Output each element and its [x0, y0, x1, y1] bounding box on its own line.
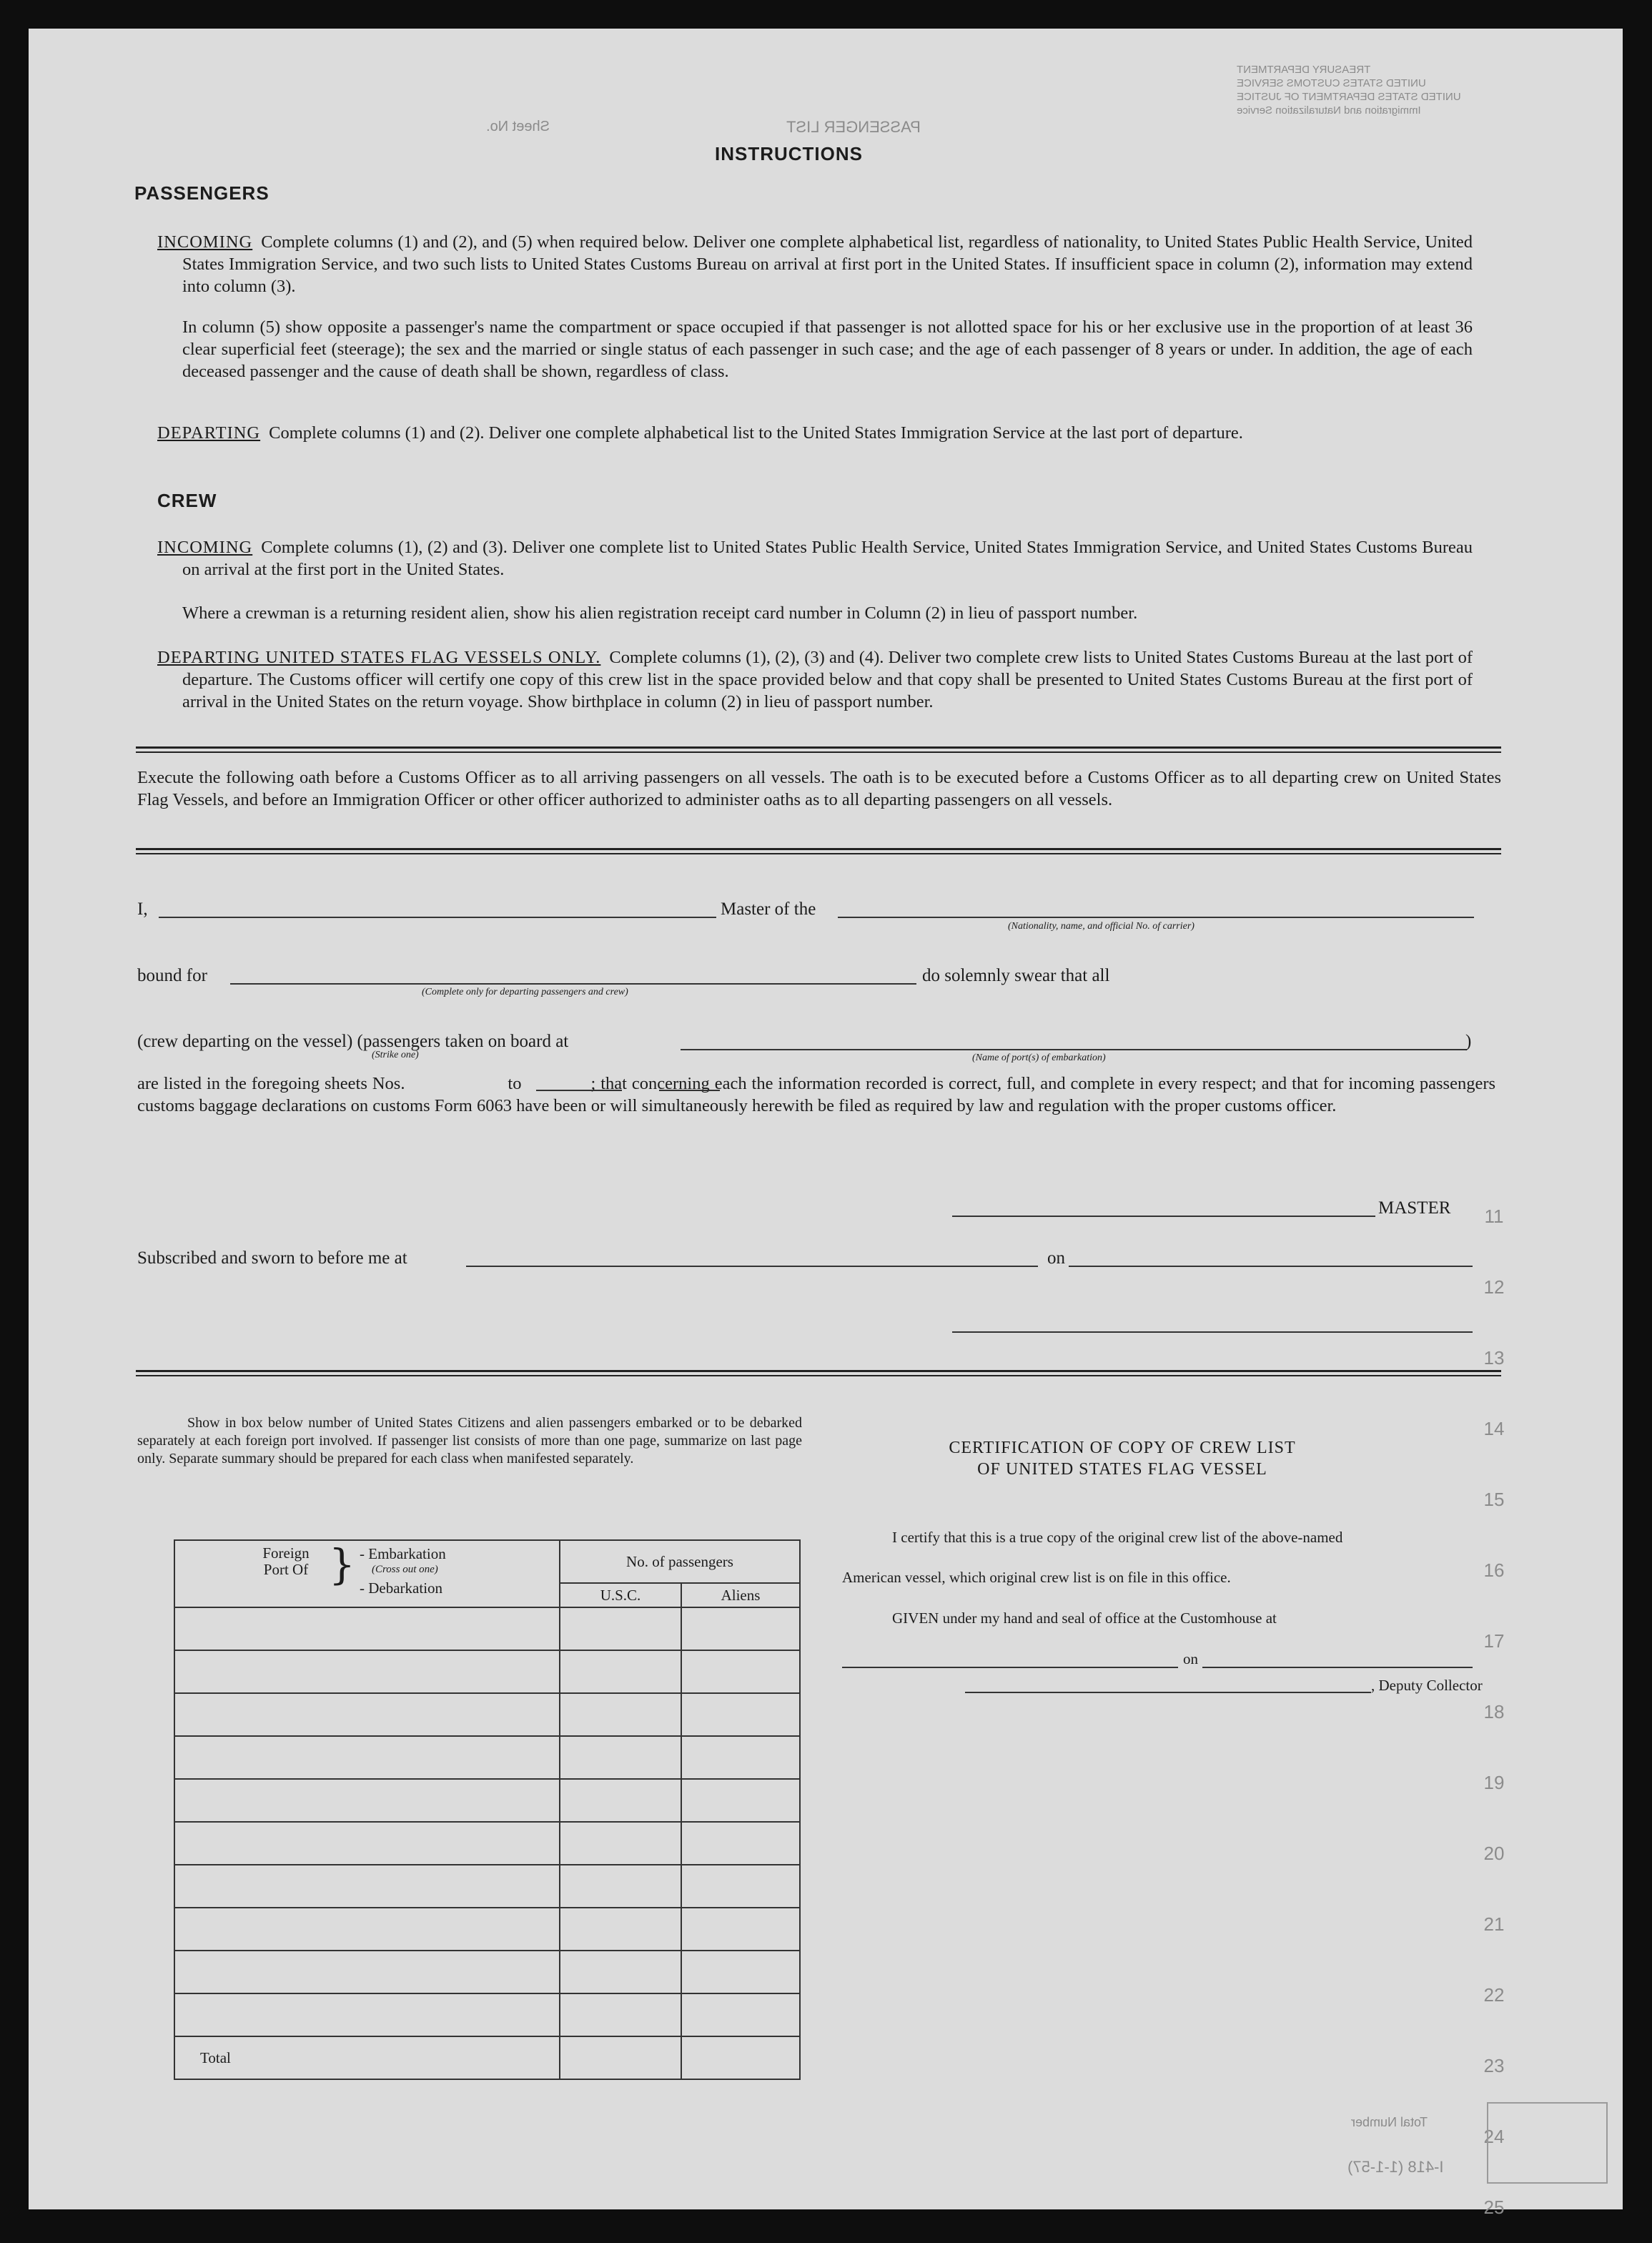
no-of-passengers-header: No. of passengers: [560, 1540, 800, 1583]
given-line: GIVEN under my hand and seal of office at the Customhouse at: [892, 1609, 1277, 1627]
bound-for-label: bound for: [137, 966, 207, 985]
oath-i-label: I,: [137, 899, 148, 919]
passengers-departing-block: [157, 422, 1473, 444]
foreign-port-of: Foreign Port Of: [262, 1544, 310, 1578]
master-of-label: Master of the: [721, 899, 816, 919]
passengers-incoming-block: [157, 231, 1473, 297]
crew-departing-lead: DEPARTING UNITED STATES FLAG VESSELS ONLY.: [157, 648, 601, 667]
total-label: Total: [174, 2036, 560, 2079]
passengers-incoming-lead: INCOMING: [157, 232, 253, 252]
crew-incoming-lead: INCOMING: [157, 538, 253, 557]
passengers-departing-lead: DEPARTING: [157, 423, 261, 443]
officer-signature-line[interactable]: [952, 1331, 1473, 1333]
crew-incoming-block: [157, 536, 1473, 581]
customhouse-line[interactable]: [842, 1667, 1178, 1668]
certify-line2: American vessel, which original crew list is on file in this office.: [842, 1569, 1231, 1586]
listed-label: are listed in the foregoing sheets Nos.: [137, 1074, 405, 1093]
table-row[interactable]: [174, 1607, 800, 1650]
sworn-date-line[interactable]: [1069, 1266, 1473, 1267]
strike-caption: (Strike one): [372, 1050, 419, 1060]
passengers-departing-text: Complete columns (1) and (2). Deliver one complete alphabetical list to the United States Immigration Service at the last port of departure.: [269, 423, 1243, 443]
table-row[interactable]: [174, 1779, 800, 1822]
table-row[interactable]: [174, 1993, 800, 2036]
table-row[interactable]: [174, 1951, 800, 1993]
oath-intro-text: Execute the following oath before a Customs Officer as to all arriving passengers on all vessels. The oath is to be executed before a Customs Officer as to all departing crew on United States Flag Vessels, and before an Immigration Officer or other officer authorized to administer oaths as to all departing passengers on all vessels.: [137, 768, 1501, 809]
ghost-row-numbers: 11 12 13 14 15 16 17 18 19 20 21 22 23 24 25: [1483, 1206, 1505, 2218]
listed-text: ; that concerning each the information recorded is correct, full, and complete in every respect; and that for incoming passengers customs baggage declarations on customs Form 6063 have been or will simultaneously herewith be filed as required by law and regulation with the proper customs officer.: [137, 1074, 1496, 1115]
sheet-from-line[interactable]: [536, 1090, 622, 1091]
passengers-column5-block: [182, 316, 1473, 383]
certification-title: [922, 1437, 1322, 1480]
table-row[interactable]: [174, 1736, 800, 1779]
ghost-agency-header: TREASURY DEPARTMENT UNITED STATES CUSTOMS SERVICE UNITED STATES DEPARTMENT OF JUSTICE Immigration and Naturalization Service: [1237, 64, 1461, 117]
crew-resident-block: [182, 602, 1473, 624]
passengers-heading: PASSENGERS: [134, 182, 269, 204]
usc-header: U.S.C.: [560, 1583, 681, 1607]
divider-1: [136, 746, 1501, 753]
ghost-sheet-no: Sheet No.: [486, 119, 550, 134]
certification-title-line2: OF UNITED STATES FLAG VESSEL: [977, 1460, 1267, 1479]
crew-heading: CREW: [157, 490, 217, 511]
brace-glyph: }: [329, 1540, 355, 1589]
passengers-column5-text: In column (5) show opposite a passenger's name the compartment or space occupied if that passenger is not allotted space for his or her exclusive use in the proportion of at least 36 clear superficial feet (steerage); the sex and the married or single status of each passenger in such case; and the age of each passenger of 8 years or under. In addition, the age of each deceased passenger and the cause of death shall be shown, regardless of class.: [182, 317, 1473, 381]
close-paren: ): [1465, 1032, 1472, 1051]
to-label: to: [508, 1074, 522, 1093]
sheet-to-line[interactable]: [659, 1090, 720, 1091]
table-row[interactable]: [174, 1822, 800, 1865]
master-label: MASTER: [1378, 1198, 1451, 1218]
summary-instructions: Show in box below number of United States Citizens and alien passengers embarked or to be debarked separately at each foreign port involved. If passenger list consists of more than one page, summarize on last page only. Separate summary should be prepared for each class when manifested separately.: [137, 1415, 802, 1466]
embarkation-ports-line[interactable]: [681, 1049, 1467, 1050]
crew-departing-label: (crew departing on the vessel) (passengers taken on board at: [137, 1032, 569, 1051]
summary-port-header: [174, 1540, 560, 1607]
aliens-header: Aliens: [681, 1583, 800, 1607]
crew-resident-text: Where a crewman is a returning resident alien, show his alien registration receipt card number in Column (2) in lieu of passport number.: [182, 603, 1138, 623]
certification-title-line1: CERTIFICATION OF COPY OF CREW LIST: [949, 1439, 1296, 1457]
bound-for-line[interactable]: [230, 983, 916, 985]
listed-paragraph: [137, 1073, 1495, 1117]
form-sheet: [29, 29, 1623, 2218]
carrier-line[interactable]: [838, 917, 1474, 918]
debarkation-label: - Debarkation: [360, 1579, 443, 1597]
swear-label: do solemnly swear that all: [922, 966, 1110, 985]
oath-intro-block: [137, 766, 1501, 811]
carrier-caption: (Nationality, name, and official No. of carrier): [1008, 921, 1195, 932]
table-row[interactable]: [174, 1865, 800, 1908]
table-row[interactable]: [174, 1650, 800, 1693]
sworn-on-label: on: [1047, 1248, 1065, 1268]
master-name-line[interactable]: [159, 917, 716, 918]
table-row[interactable]: [174, 1693, 800, 1736]
embarkation-label: - Embarkation: [360, 1545, 446, 1562]
passengers-incoming-text: Complete columns (1) and (2), and (5) when required below. Deliver one complete alphabetical list, regardless of nationality, to United States Public Health Service, United States Immigration Service, and two such lists to United States Customs Bureau on arrival at first port in the United States. If insufficient space in column (2), information may extend into column (3).: [182, 232, 1473, 296]
sworn-place-line[interactable]: [466, 1266, 1038, 1267]
ghost-form-number: I-418 (1-1-57): [1347, 2158, 1444, 2176]
bound-caption: (Complete only for departing passengers and crew): [422, 987, 628, 997]
subscribed-label: Subscribed and sworn to before me at: [137, 1248, 407, 1268]
crew-incoming-text: Complete columns (1), (2) and (3). Deliver one complete list to United States Public Health Service, United States Immigration Service, and United States Customs Bureau on arrival at the first port in the United States.: [182, 538, 1473, 579]
page-title: INSTRUCTIONS: [715, 143, 863, 164]
table-row[interactable]: [174, 1908, 800, 1951]
summary-table: [174, 1539, 801, 2080]
crew-departing-block: [157, 646, 1473, 713]
crew-departing-text: Complete columns (1), (2), (3) and (4). Deliver two complete crew lists to United States Customs Bureau at the last port of departure. The Customs officer will certify one copy of this crew list in the space provided below and that copy shall be presented to United States Customs Bureau at the first port of arrival in the United States on the return voyage. Show birthplace in column (2) in lieu of passport number.: [182, 648, 1473, 711]
total-row[interactable]: [174, 2036, 800, 2079]
divider-3: [136, 1370, 1501, 1376]
cross-out-caption: (Cross out one): [372, 1564, 438, 1575]
ports-caption: (Name of port(s) of embarkation): [972, 1053, 1106, 1063]
divider-2: [136, 848, 1501, 854]
ghost-total-box: [1487, 2102, 1608, 2184]
certify-line1: I certify that this is a true copy of the original crew list of the above-named: [892, 1529, 1343, 1546]
deputy-collector-label: , Deputy Collector: [1371, 1677, 1483, 1694]
master-signature-line[interactable]: [952, 1216, 1375, 1217]
cert-date-line[interactable]: [1202, 1667, 1473, 1668]
ghost-list-title: PASSENGER LIST: [786, 118, 921, 136]
ghost-total-number: Total Number: [1351, 2115, 1428, 2129]
cert-on-label: on: [1183, 1650, 1198, 1667]
deputy-collector-line[interactable]: [965, 1692, 1371, 1693]
